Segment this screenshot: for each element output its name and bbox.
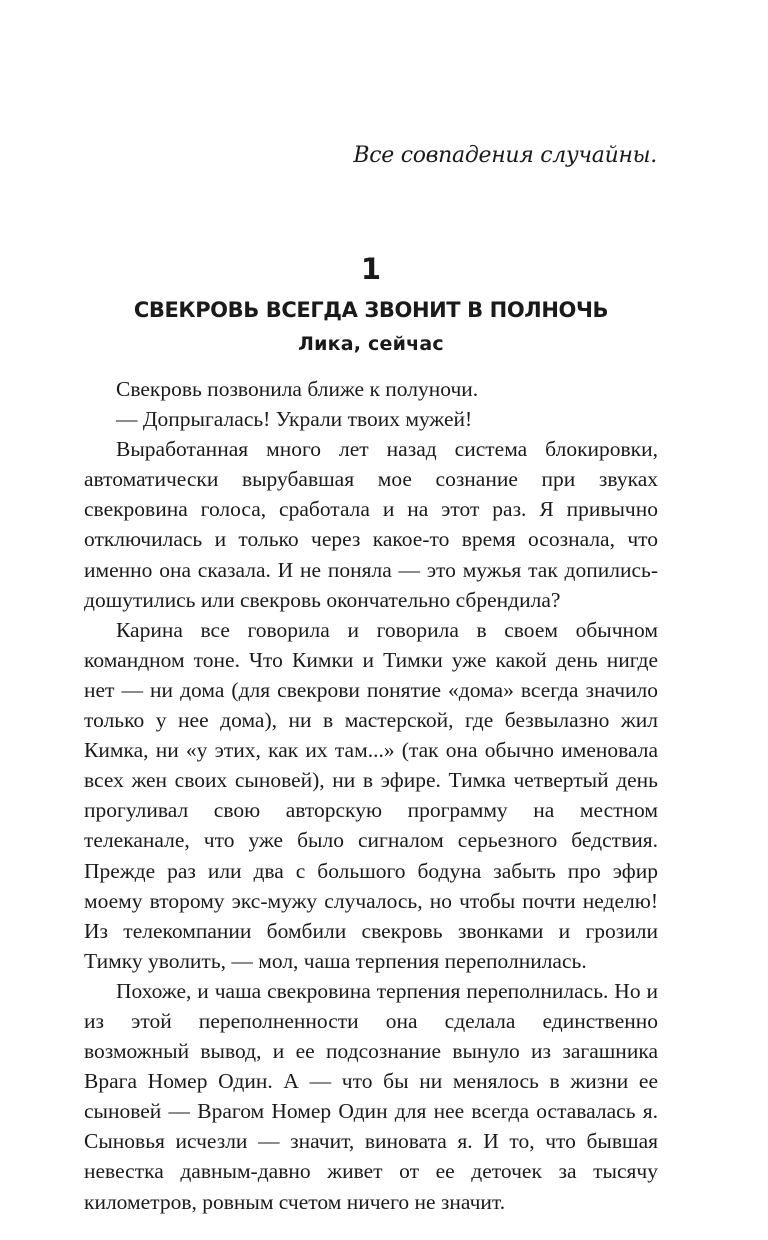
epigraph: Все совпадения случайны. (353, 143, 657, 168)
paragraph: Свекровь позвонила ближе к полуночи. (116, 377, 479, 401)
paragraph: — Допрыгалась! Украли твоих мужей! (116, 407, 473, 432)
chapter-number: 1 (360, 252, 382, 286)
chapter-title: СВЕКРОВЬ ВСЕГДА ЗВОНИТ В ПОЛНОЧЬ (133, 298, 609, 322)
paragraph: Карина все говорила и говорила в своем обычном командном тоне. Что Кимки и Тимки уже какой день нигде нет — ни дома (для свекрови понятие «дома» всегда значило только у нее дома), ни в мастерской, где безвылазно жил Кимка, ни «у этих, как их там...» (так она обычно именовала всех жен своих сыновей), ни в эфире. Тимка четвертый день прогуливал свою авторскую программу на местном телеканале, что уже было сигналом серьезного бедствия. Прежде раз или два с большого бодуна забыть про эфир моему второму экс-мужу случалось, но чтобы почти неделю! Из телекомпании бомбили свекровь звонками и грозили Тимку уволить, — мол, чаша терпения переполнилась. (84, 617, 658, 973)
body-text (84, 374, 658, 1217)
paragraph: Похоже, и чаша свекровина терпения переполнилась. Но и из этой переполненности она сделала единственно возможный вывод, и ее подсознание вынуло из загашника Врага Номер Один. А — что бы ни менялось в жизни ее сыновей — Врагом Номер Один для нее всегда оставалась я. Сыновья исчезли — значит, виновата я. И то, что бывшая невестка давным-давно живет от ее деточек за тысячу километров, ровным счетом ничего не значит. (84, 978, 658, 1214)
chapter-subtitle: Лика, сейчас (298, 333, 444, 355)
paragraph: Выработанная много лет назад система блокировки, автоматически вырубавшая мое сознание при звуках свекровина голоса, сработала и на этот раз. Я привычно отключилась и только через какое-то время осознала, что именно она сказала. И не поняла — это мужья так допились-дошутились или свекровь окончательно сбрендила? (84, 437, 658, 612)
